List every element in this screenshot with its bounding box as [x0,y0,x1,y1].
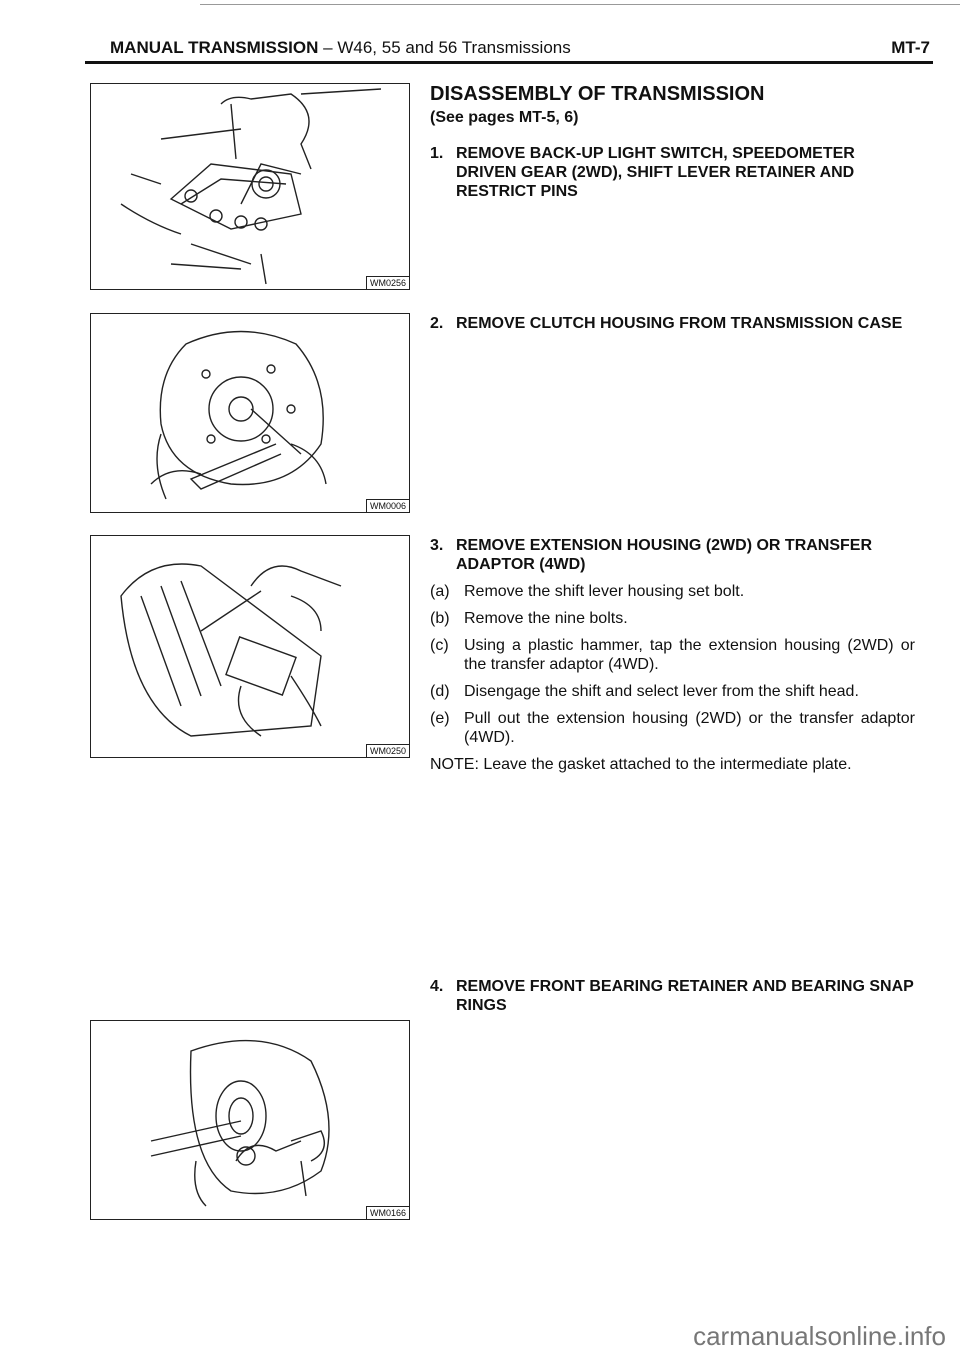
step-1 [430,144,915,201]
illustration-clutch-housing [91,314,409,512]
substep-text: Pull out the extension housing (2WD) or the transfer adaptor (4WD). [464,710,915,746]
see-pages-reference: (See pages MT-5, 6) [430,109,579,126]
top-rule [200,4,960,5]
figure-label: WM0256 [366,276,409,289]
substep-text: Remove the shift lever housing set bolt. [464,583,745,600]
figure-1 [90,83,410,290]
substep-number: (c) [430,637,449,654]
substep-number: (e) [430,710,450,727]
figure-label: WM0006 [366,499,409,512]
note: NOTE: Leave the gasket attached to the intermediate plate. [430,756,852,773]
illustration-extension-housing [91,536,409,757]
watermark: carmanualsonline.info [693,1321,946,1351]
figure-label: WM0250 [366,744,409,757]
figure-4 [90,1020,410,1220]
step-text: REMOVE FRONT BEARING RETAINER AND BEARING SNAP RINGS [456,978,914,1014]
header-rule [85,61,933,64]
substep-number: (a) [430,583,450,600]
step-text: REMOVE CLUTCH HOUSING FROM TRANSMISSION CASE [456,315,903,332]
page-number: MT-7 [891,38,930,57]
figure-label: WM0166 [366,1206,409,1219]
step-3 [430,536,915,774]
substep-number: (d) [430,683,450,700]
step-number: 2. [430,315,444,332]
step-text: REMOVE BACK-UP LIGHT SWITCH, SPEEDOMETER DRIVEN GEAR (2WD), SHIFT LEVER RETAINER AND RESTRICT PINS [456,145,855,200]
step-4 [430,977,915,1015]
figure-2 [90,313,410,513]
step-text: REMOVE EXTENSION HOUSING (2WD) OR TRANSFER ADAPTOR (4WD) [456,537,873,573]
substep-text: Using a plastic hammer, tap the extension housing (2WD) or the transfer adaptor (4WD). [464,637,915,673]
substep-number: (b) [430,610,450,627]
step-2 [430,314,915,333]
step-number: 3. [430,537,444,554]
substep-text: Disengage the shift and select lever from the shift head. [464,683,859,700]
step-number: 1. [430,145,444,162]
illustration-back-up-light-switch [91,84,409,289]
section-heading-block [430,85,915,127]
illustration-bearing-snap-rings [91,1021,409,1219]
figure-3 [90,535,410,758]
substep-text: Remove the nine bolts. [464,610,628,627]
section-title: MANUAL TRANSMISSION [110,38,319,57]
section-heading: DISASSEMBLY OF TRANSMISSION [430,83,765,105]
section-subtitle: – W46, 55 and 56 Transmissions [323,38,571,57]
step-number: 4. [430,978,444,995]
